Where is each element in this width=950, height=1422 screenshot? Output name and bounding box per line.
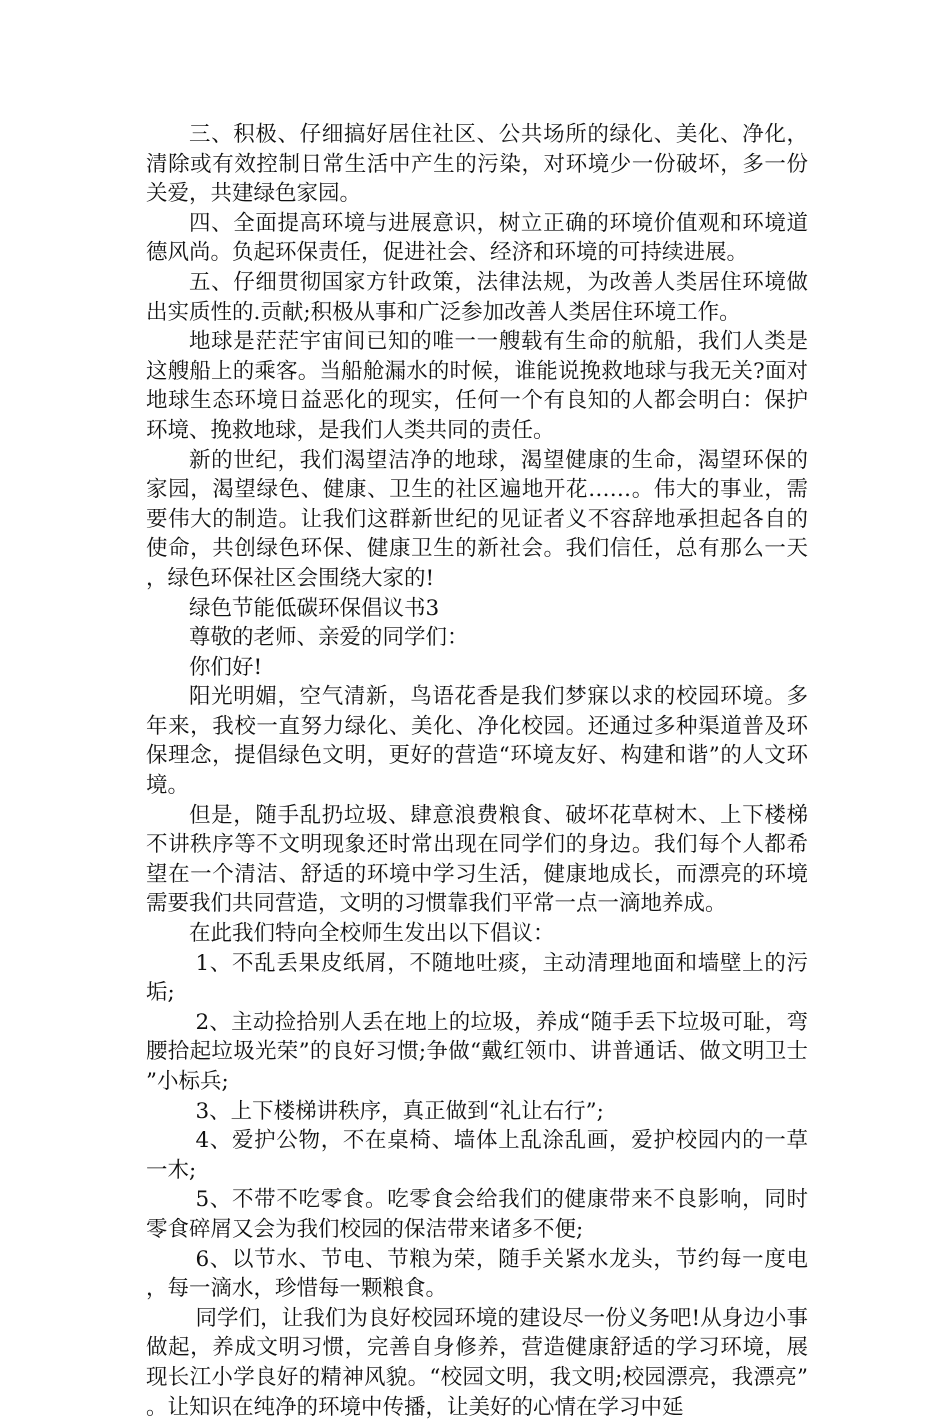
paragraph-new-century: 新的世纪，我们渴望洁净的地球，渴望健康的生命，渴望环保的家园，渴望绿色、健康、卫生的社区遍地开花……。伟大的事业，需要伟大的制造。让我们这群新世纪的见证者义不容辞地承担起各自的使命，共创绿色环保、健康卫生的新社会。我们信任，总有那么一天，绿色环保社区会围绕大家的! [146, 447, 808, 591]
section-title: 绿色节能低碳环保倡议书3 [189, 595, 440, 621]
proposal-item-1: 1、不乱丢果皮纸屑，不随地吐痰，主动清理地面和墙壁上的污垢; [146, 950, 808, 1006]
proposal-item-2: 2、主动捡拾别人丢在地上的垃圾，养成“随手丢下垃圾可耻，弯腰拾起垃圾光荣”的良好习惯;争做“戴红领巾、讲普通话、做文明卫士”小标兵; [146, 1009, 808, 1094]
proposal-item-4: 4、爱护公物，不在桌椅、墙体上乱涂乱画，爱护校园内的一草一木; [146, 1128, 808, 1183]
paragraph-item-5: 五、仔细贯彻国家方针政策，法律法规，为改善人类居住环境做出实质性的.贡献;积极从事和广泛参加改善人类居住环境工作。 [146, 269, 808, 325]
paragraph-earth: 地球是茫茫宇宙间已知的唯一一艘载有生命的航船，我们人类是这艘船上的乘客。当船舱漏水的时候，谁能说挽救地球与我无关?面对地球生态环境日益恶化的现实，任何一个有良知的人都会明白：保护环境、挽救地球，是我们人类共同的责任。 [146, 329, 808, 443]
paragraph-campus: 阳光明媚，空气清新，鸟语花香是我们梦寐以求的校园环境。多年来，我校一直努力绿化、美化、净化校园。还通过多种渠道普及环保理念，提倡绿色文明，更好的营造“环境友好、构建和谐”的人文环境。 [146, 684, 808, 799]
paragraph-item-3: 三、积极、仔细搞好居住社区、公共场所的绿化、美化、净化，清除或有效控制日常生活中产生的污染，对环境少一份破坏，多一份关爱，共建绿色家园。 [146, 122, 808, 207]
paragraph-proposal-intro: 在此我们特向全校师生发出以下倡议： [189, 921, 555, 947]
paragraph-however: 但是，随手乱扔垃圾、肆意浪费粮食、破坏花草树木、上下楼梯不讲秩序等不文明现象还时常出现在同学们的身边。我们每个人都希望在一个清洁、舒适的环境中学习生活，健康地成长，而漂亮的环境需要我们共同营造，文明的习惯靠我们平常一点一滴地养成。 [146, 802, 808, 917]
proposal-item-3: 3、上下楼梯讲秩序，真正做到“礼让右行”; [195, 1098, 604, 1124]
paragraph-item-4: 四、全面提高环境与进展意识，树立正确的环境价值观和环境道德风尚。负起环保责任，促进社会、经济和环境的可持续进展。 [146, 210, 808, 266]
proposal-item-5: 5、不带不吃零食。吃零食会给我们的健康带来不良影响，同时零食碎屑又会为我们校园的保洁带来诸多不便; [146, 1187, 808, 1242]
greeting: 你们好! [189, 654, 263, 680]
proposal-item-6: 6、以节水、节电、节粮为荣，随手关紧水龙头，节约每一度电，每一滴水，珍惜每一颗粮食。 [146, 1246, 808, 1302]
salutation: 尊敬的老师、亲爱的同学们： [189, 625, 469, 651]
document-page [146, 120, 808, 1422]
paragraph-closing: 同学们，让我们为良好校园环境的建设尽一份义务吧!从身边小事做起，养成文明习惯，完善自身修养，营造健康舒适的学习环境，展现长江小学良好的精神风貌。“校园文明，我文明;校园漂亮，我漂亮”。让知识在纯净的环境中传播，让美好的心情在学习中延 [146, 1305, 808, 1420]
